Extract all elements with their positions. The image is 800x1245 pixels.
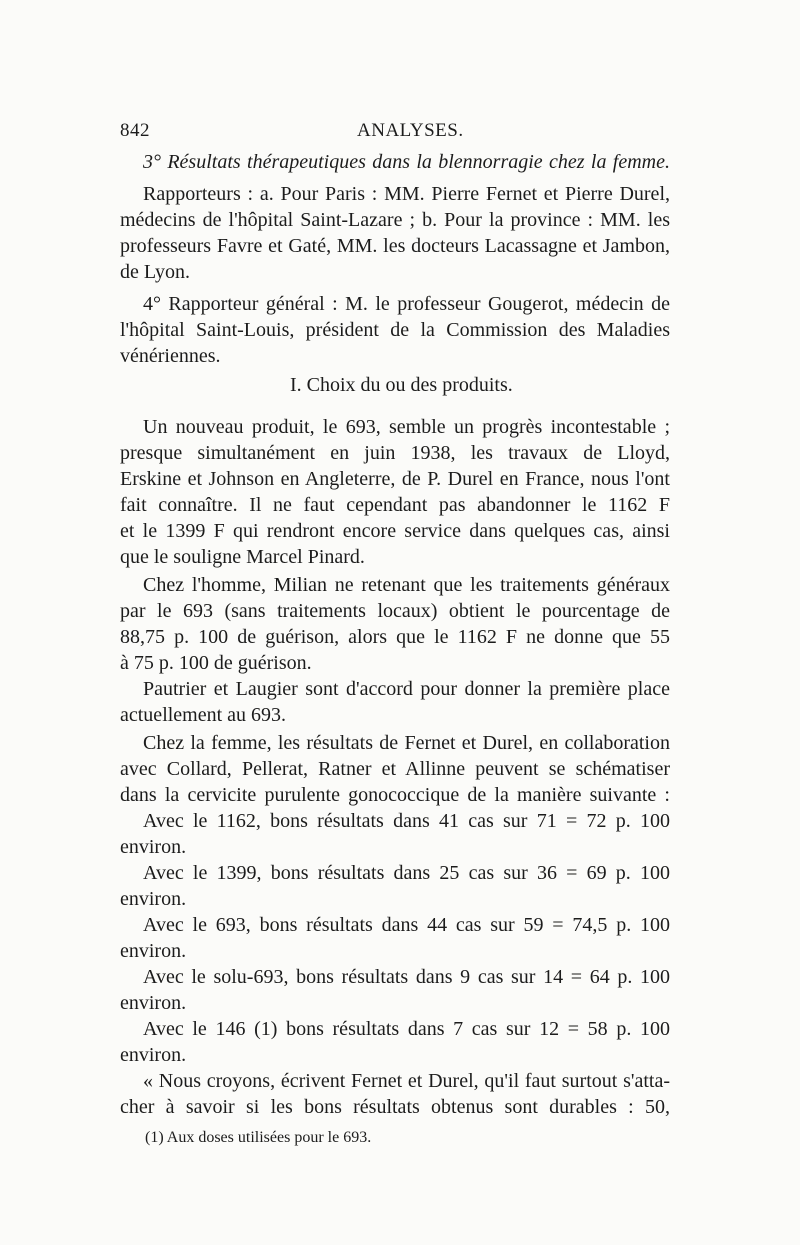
text-line: Chez la femme, les résultats de Fernet et Durel, en collaboration [143, 732, 670, 754]
text-line: Avec le 1399, bons résultats dans 25 cas sur 36 = 69 p. 100 [143, 862, 670, 884]
footnote: (1) Aux doses utilisées pour le 693. [145, 1129, 372, 1146]
text-line: actuellement au 693. [120, 704, 287, 726]
text-line: Avec le 146 (1) bons résultats dans 7 cas sur 12 = 58 p. 100 [143, 1018, 670, 1040]
text-line: environ. [120, 836, 187, 858]
text-line: environ. [120, 1044, 187, 1066]
text-line: « Nous croyons, écrivent Fernet et Durel, qu'il faut surtout s'atta- [143, 1070, 670, 1092]
text-line: I. Choix du ou des produits. [290, 374, 513, 396]
text-line: Un nouveau produit, le 693, semble un progrès incontestable ; [143, 416, 670, 438]
text-line: Pautrier et Laugier sont d'accord pour donner la première place [143, 678, 670, 700]
text-line: 88,75 p. 100 de guérison, alors que le 1162 F ne donne que 55 [120, 626, 670, 648]
text-line: 4° Rapporteur général : M. le professeur Gougerot, médecin de [143, 293, 670, 315]
text-line: fait connaître. Il ne faut cependant pas abandonner le 1162 F [120, 494, 670, 516]
text-line: vénériennes. [120, 345, 221, 367]
running-title: ANALYSES. [357, 120, 464, 141]
text-line: Avec le solu-693, bons résultats dans 9 cas sur 14 = 64 p. 100 [143, 966, 670, 988]
text-line: environ. [120, 940, 187, 962]
text-line: environ. [120, 992, 187, 1014]
page-number: 842 [120, 120, 150, 141]
text-line: avec Collard, Pellerat, Ratner et Allinne peuvent se schématiser [120, 758, 670, 780]
text-line: Rapporteurs : a. Pour Paris : MM. Pierre Fernet et Pierre Durel, [143, 183, 670, 205]
text-line: 3° Résultats thérapeutiques dans la blennorragie chez la femme. [143, 151, 670, 173]
text-line: par le 693 (sans traitements locaux) obtient le pourcentage de [120, 600, 670, 622]
text-line: professeurs Favre et Gaté, MM. les docteurs Lacassagne et Jambon, [120, 235, 670, 257]
text-line: et le 1399 F qui rendront encore service dans quelques cas, ainsi [120, 520, 670, 542]
text-line: dans la cervicite purulente gonococcique de la manière suivante : [120, 784, 670, 806]
text-line: à 75 p. 100 de guérison. [120, 652, 312, 674]
text-line: Avec le 1162, bons résultats dans 41 cas sur 71 = 72 p. 100 [143, 810, 670, 832]
text-line: l'hôpital Saint-Louis, président de la Commission des Maladies [120, 319, 670, 341]
text-line: que le soulignе Marcel Pinard. [120, 546, 365, 568]
text-line: de Lyon. [120, 261, 190, 283]
text-line: Erskine et Johnson en Angleterre, de P. Durel en France, nous l'ont [120, 468, 670, 490]
text-line: Chez l'homme, Milian ne retenant que les traitements généraux [143, 574, 670, 596]
text-line: presque simultanément en juin 1938, les travaux de Lloyd, [120, 442, 670, 464]
text-line: Avec le 693, bons résultats dans 44 cas sur 59 = 74,5 p. 100 [143, 914, 670, 936]
text-line: environ. [120, 888, 187, 910]
text-line: médecins de l'hôpital Saint-Lazare ; b. Pour la province : MM. les [120, 209, 670, 231]
text-line: cher à savoir si les bons résultats obtenus sont durables : 50, [120, 1096, 670, 1118]
